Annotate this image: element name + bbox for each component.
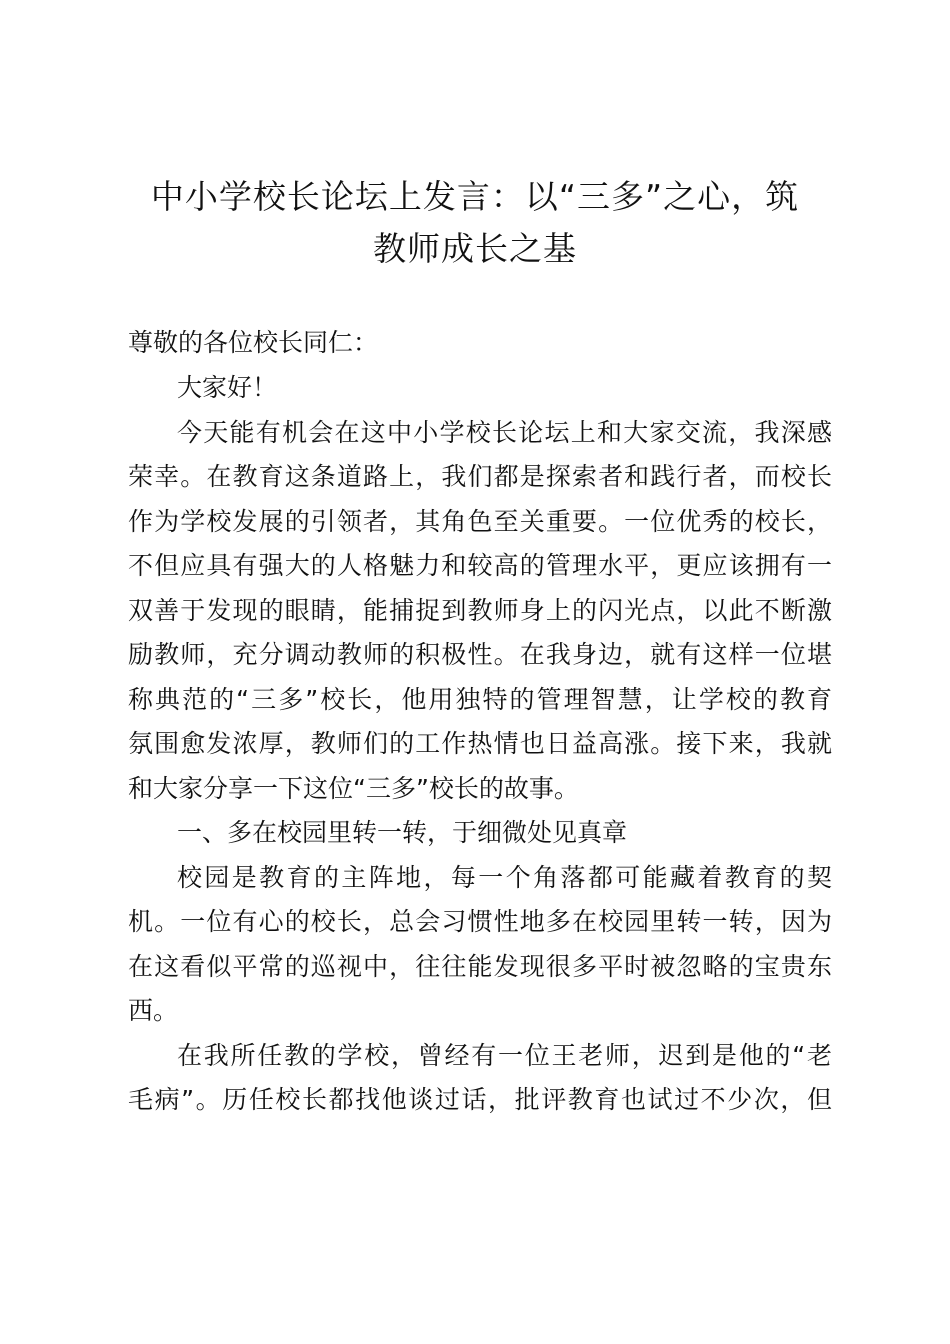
salutation: 尊敬的各位校长同仁： [128,328,379,357]
paragraph-1-line: 不但应具有强大的人格魅力和较高的管理水平，更应该拥有一 [128,551,832,580]
paragraph-3-line: 在我所任教的学校，曾经有一位王老师，迟到是他的“老 [177,1041,832,1070]
document-title-line-1: 中小学校长论坛上发言：以“三多”之心，筑 [150,177,800,216]
paragraph-1-line: 氛围愈发浓厚，教师们的工作热情也日益高涨。接下来，我就 [128,729,832,758]
paragraph-1-line: 荣幸。在教育这条道路上，我们都是探索者和践行者，而校长 [128,462,832,491]
paragraph-1-line: 双善于发现的眼睛，能捕捉到教师身上的闪光点，以此不断激 [128,596,832,625]
document-title-line-2: 教师成长之基 [373,229,577,268]
paragraph-1-line: 励教师，充分调动教师的积极性。在我身边，就有这样一位堪 [128,640,832,669]
section-1-heading: 一、多在校园里转一转，于细微处见真章 [177,818,628,847]
paragraph-1-line: 作为学校发展的引领者，其角色至关重要。一位优秀的校长， [128,507,832,536]
paragraph-1-line: 和大家分享一下这位“三多”校长的故事。 [128,774,579,803]
paragraph-2-line: 校园是教育的主阵地，每一个角落都可能藏着教育的契 [177,863,832,892]
greeting: 大家好！ [177,373,278,402]
paragraph-1-line: 称典范的“三多”校长，他用独特的管理智慧，让学校的教育 [128,685,832,714]
paragraph-2-line: 西。 [128,996,179,1025]
paragraph-2-line: 机。一位有心的校长，总会习惯性地多在校园里转一转，因为 [128,907,832,936]
paragraph-1-line: 今天能有机会在这中小学校长论坛上和大家交流，我深感 [177,418,832,447]
paragraph-3-line: 毛病”。历任校长都找他谈过话，批评教育也试过不少次，但 [128,1085,832,1114]
paragraph-2-line: 在这看似平常的巡视中，往往能发现很多平时被忽略的宝贵东 [128,952,832,981]
